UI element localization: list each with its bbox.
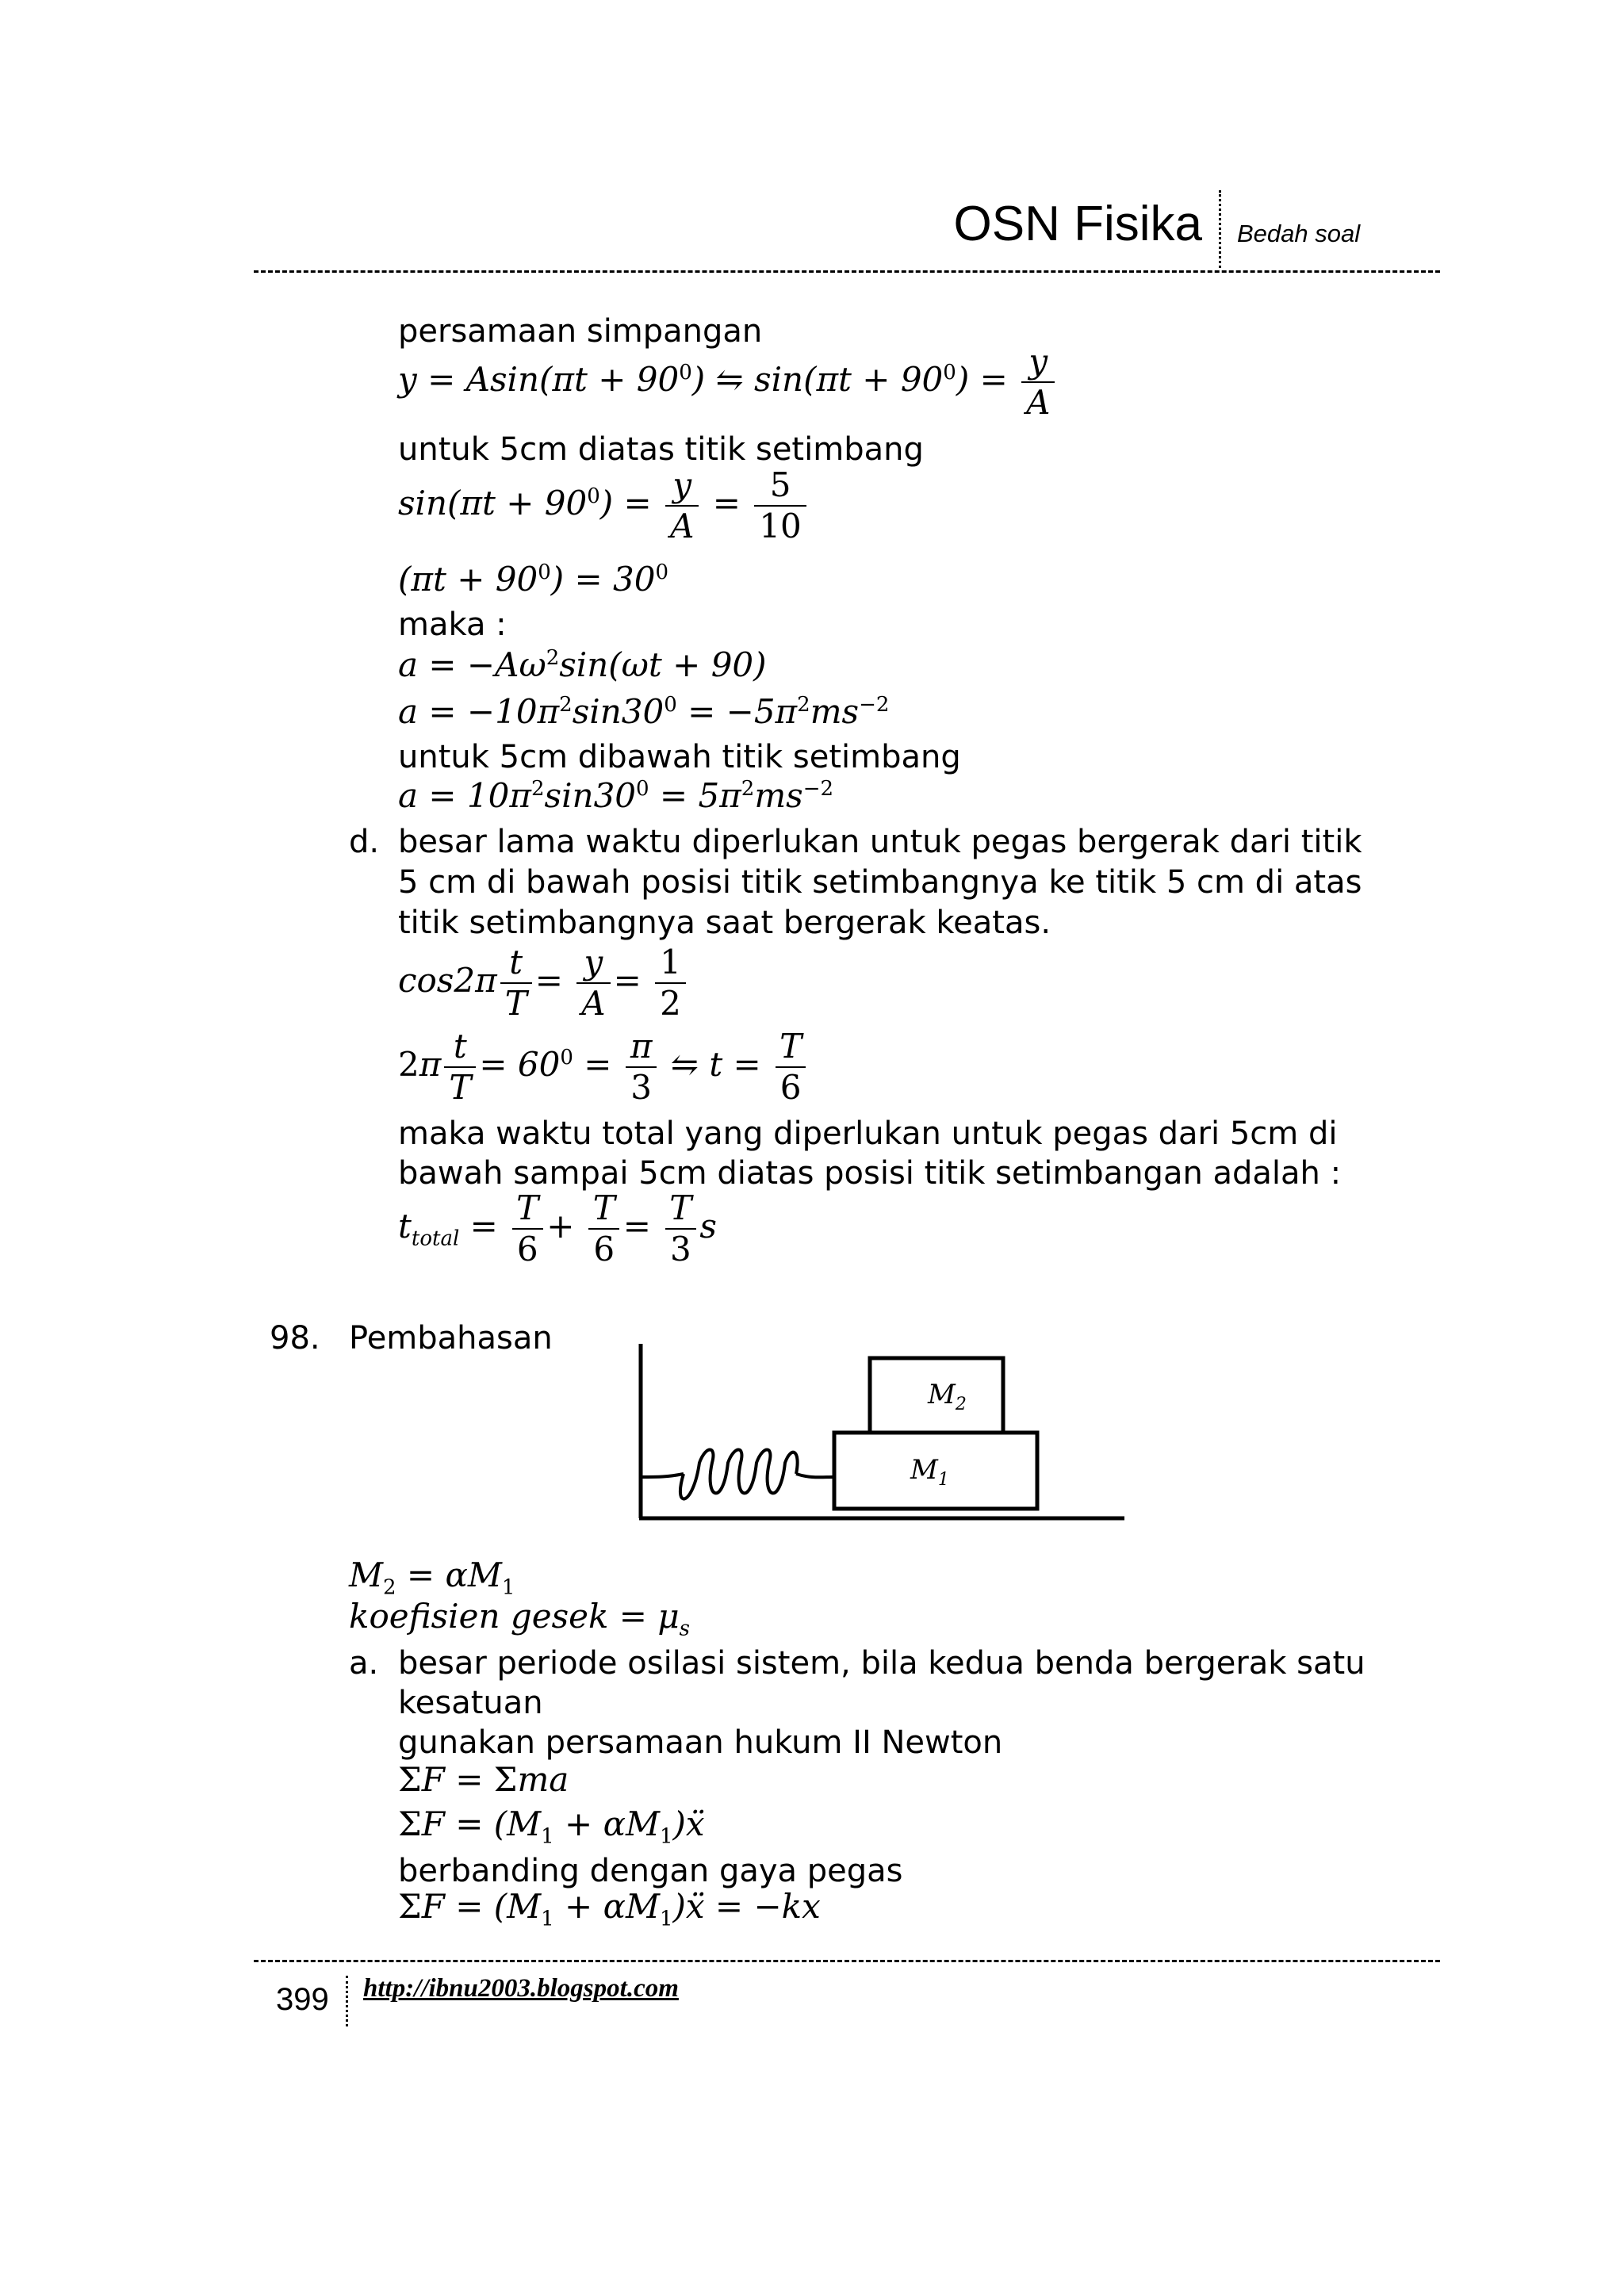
problem-98-title: Pembahasan <box>349 1320 553 1357</box>
eq-cos-ratio: cos2π $\frac{t}{T}$ = $\frac{y}{A}$ = $\frac{1}{2}$ <box>398 945 689 1021</box>
header-rule <box>254 270 1440 273</box>
eq-spring-force: $\Sigma F = (M_1$ + $\alpha M_1)ẍ = -kx$ <box>398 1887 821 1931</box>
spring <box>641 1450 834 1499</box>
eq-friction-coefficient: koefisien gesek = $\mu_s$ <box>349 1597 690 1641</box>
eq-time-sixth: 2π $\frac{t}{T}$ = $60^0$ = $\frac{\pi}{3}$ ⇋ t = $\frac{T}{6}$ <box>398 1029 810 1105</box>
label-m1: $M_1$ <box>910 1454 949 1490</box>
eq-newton-masses: $\Sigma F = (M_1$ + $\alpha M_1)ẍ$ <box>398 1804 705 1849</box>
text-newton: gunakan persamaan hukum II Newton <box>398 1724 1003 1761</box>
header-subtitle: Bedah soal <box>1237 220 1361 247</box>
text-maka-1: maka : <box>398 607 507 643</box>
text-berbanding: berbanding dengan gaya pegas <box>398 1853 903 1889</box>
problem-98-number: 98. <box>270 1320 320 1357</box>
footer-url-link[interactable]: http://ibnu2003.blogspot.com <box>363 1974 679 2003</box>
item-a-label: a. <box>349 1645 379 1682</box>
text-maka-line-2: bawah sampai 5cm diatas posisi titik setimbangan adalah : <box>398 1155 1342 1192</box>
spring-block-diagram <box>634 1344 1126 1526</box>
footer-rule <box>254 1960 1440 1962</box>
eq-newton-sum: ΣF = Σma <box>398 1760 569 1799</box>
item-d-line-1: besar lama waktu diperlukan untuk pegas bergerak dari titik <box>398 824 1362 860</box>
eq-simpangan: $y = Asin(\pi t + 90^0)$ ⇋ $\sin(\pi t + 90^0)$ = $\frac{y}{A}$ <box>398 344 1058 420</box>
eq-acceleration-above: $a = -10\pi^2\sin 30^0 = -5\pi^2ms^{-2}$ <box>398 692 890 731</box>
eq-phase: $(\pi t + 90^0) = 30^0$ <box>398 560 669 599</box>
item-a-line-2: kesatuan <box>398 1685 543 1721</box>
item-d-label: d. <box>349 824 380 860</box>
label-m2: $M_2$ <box>928 1379 967 1414</box>
page-number: 399 <box>276 1982 329 2017</box>
item-d-line-2: 5 cm di bawah posisi titik setimbangnya ke titik 5 cm di atas <box>398 864 1362 901</box>
eq-acceleration-below: $a = 10\pi^2\sin 30^0 = 5\pi^2ms^{-2}$ <box>398 776 834 815</box>
text-persamaan-simpangan: persamaan simpangan <box>398 313 763 350</box>
item-a-line-1: besar periode osilasi sistem, bila kedua benda bergerak satu <box>398 1645 1365 1682</box>
eq-acceleration-general: $a = -A\omega^2\sin(\omega t + 90)$ <box>398 645 767 684</box>
eq-total-time: $t_{total}$ = $\frac{T}{6}$ + $\frac{T}{6}$ = $\frac{T}{3}$ s <box>398 1188 717 1269</box>
item-d-line-3: titik setimbangnya saat bergerak keatas. <box>398 905 1051 941</box>
header-divider <box>1219 190 1221 268</box>
header-title: OSN Fisika <box>953 197 1202 251</box>
eq-mass-relation: $M_2 = \alpha M_1$ <box>349 1556 515 1600</box>
text-untuk-dibawah: untuk 5cm dibawah titik setimbang <box>398 739 961 775</box>
text-untuk-diatas: untuk 5cm diatas titik setimbang <box>398 431 924 468</box>
footer-divider <box>346 1976 348 2026</box>
eq-sin-ratio: $\sin(\pi t + 90^0)$ = $\frac{y}{A}$ = $\frac{5}{10}$ <box>398 468 810 544</box>
text-maka-line-1: maka waktu total yang diperlukan untuk pegas dari 5cm di <box>398 1115 1338 1152</box>
